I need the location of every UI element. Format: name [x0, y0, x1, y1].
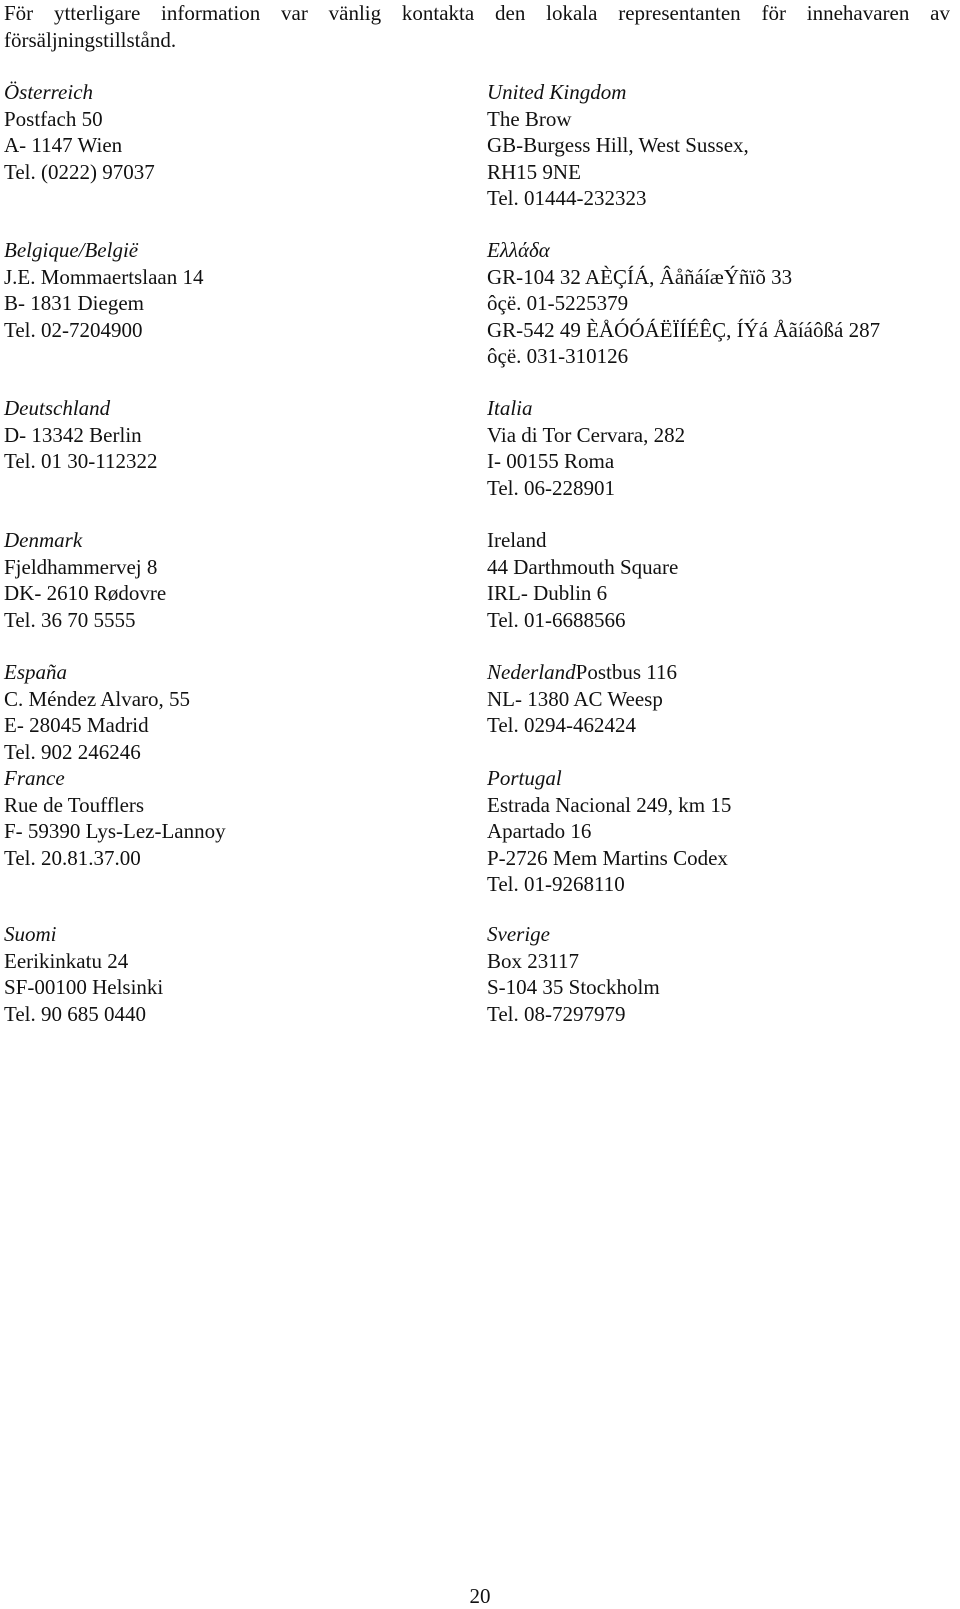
address-line: Estrada Nacional 249, km 15 [487, 792, 732, 817]
phone-line: Tel. 36 70 5555 [4, 607, 136, 632]
address-line: Postbus 116 [575, 660, 677, 684]
address-block-dk [4, 527, 166, 633]
country-name: España [4, 660, 67, 684]
country-name: Österreich [4, 80, 94, 104]
address-block-at [4, 79, 155, 185]
address-line: S-104 35 Stockholm [487, 975, 660, 999]
page-number: 20 [469, 1584, 491, 1608]
address-line: I- 00155 Roma [487, 449, 615, 473]
address-block-ie [487, 527, 678, 633]
phone-line: ôçë. 01-5225379 [487, 291, 629, 315]
address-line: IRL- Dublin 6 [487, 581, 608, 605]
country-name: Denmark [4, 528, 83, 552]
address-line: Apartado 16 [487, 819, 592, 843]
country-name: Portugal [487, 766, 562, 790]
country-name: Suomi [4, 922, 57, 946]
address-line: Rue de Toufflers [4, 792, 145, 817]
address-line: 44 Darthmouth Square [487, 554, 679, 579]
address-line: A- 1147 Wien [4, 133, 123, 157]
phone-line: Tel. 08-7297979 [487, 1001, 626, 1026]
address-block-se [487, 921, 660, 1027]
address-line: J.E. Mommaertslaan 14 [4, 264, 204, 289]
address-line: NL- 1380 AC Weesp [487, 686, 663, 711]
country-name: Nederland [487, 660, 576, 684]
phone-line: Tel. 01-9268110 [487, 872, 625, 896]
address-block-be [4, 237, 203, 343]
address-line: SF-00100 Helsinki [4, 975, 164, 999]
intro-paragraph: För ytterligare information var vänlig kontakta den lokala representanten för innehavaren av försäljningstillstånd. [4, 1, 950, 52]
address-line: D- 13342 Berlin [4, 422, 142, 447]
address-line: P-2726 Mem Martins Codex [487, 845, 728, 870]
address-line: RH15 9NE [487, 159, 581, 184]
address-block-uk [487, 79, 749, 212]
address-block-gr [487, 237, 880, 370]
phone-line: Tel. 01444-232323 [487, 186, 647, 210]
country-name: Deutschland [4, 396, 111, 420]
country-line [487, 659, 677, 686]
address-line: F- 59390 Lys-Lez-Lannoy [4, 819, 226, 843]
address-block-nl [487, 659, 677, 739]
address-line: B- 1831 Diegem [4, 291, 144, 315]
country-name: Italia [487, 396, 533, 420]
phone-line: Tel. 90 685 0440 [4, 1001, 147, 1026]
address-line: The Brow [487, 106, 572, 131]
address-line: GR-104 32 AÈÇÍÁ, ÂåñáíæÝñïõ 33 [487, 264, 793, 289]
phone-line: Tel. 20.81.37.00 [4, 845, 141, 870]
phone-line: Tel. 06-228901 [487, 475, 616, 500]
address-line: GR-542 49 ÈÅÓÓÁËÏÍÉÊÇ, ÍÝá Åãíáôßá 287 [487, 317, 881, 342]
phone-line: Tel. 01 30-112322 [4, 449, 158, 473]
address-block-it [487, 395, 685, 501]
country-name: Ireland [487, 528, 547, 552]
address-line: E- 28045 Madrid [4, 713, 149, 737]
address-block-pt [487, 765, 731, 898]
address-block-de [4, 395, 157, 475]
country-name: Ελλάδα [487, 238, 550, 262]
address-line: C. Méndez Alvaro, 55 [4, 686, 191, 711]
country-name: Sverige [487, 922, 550, 946]
phone-line: Tel. 01-6688566 [487, 607, 626, 632]
country-name: Belgique/België [4, 238, 139, 262]
address-block-es [4, 659, 190, 765]
address-line: DK- 2610 Rødovre [4, 581, 167, 605]
phone-line: Tel. 902 246246 [4, 739, 141, 764]
country-name: United Kingdom [487, 80, 627, 104]
address-line: Fjeldhammervej 8 [4, 554, 158, 579]
address-line: Box 23117 [487, 948, 579, 973]
address-line: Via di Tor Cervara, 282 [487, 422, 686, 447]
phone-line: ôçë. 031-310126 [487, 344, 629, 368]
address-block-fr [4, 765, 226, 871]
country-name: France [4, 766, 65, 790]
phone-line: Tel. 0294-462424 [487, 713, 637, 737]
address-line: GB-Burgess Hill, West Sussex, [487, 133, 749, 157]
address-block-fi [4, 921, 163, 1027]
phone-line: Tel. 02-7204900 [4, 317, 143, 342]
phone-line: Tel. (0222) 97037 [4, 159, 155, 184]
address-line: Eerikinkatu 24 [4, 948, 129, 973]
address-line: Postfach 50 [4, 106, 103, 131]
